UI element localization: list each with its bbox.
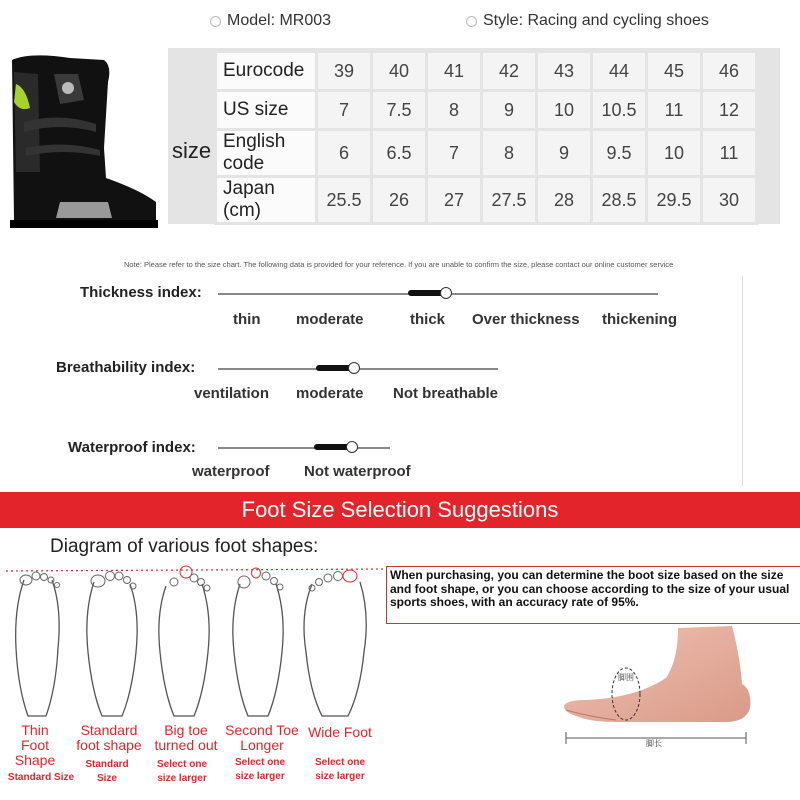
size-cell: 43: [537, 52, 592, 91]
size-cell: 39: [317, 52, 372, 91]
size-note: Note: Please refer to the size chart. The following data is provided for your reference. If you are unable to confirm the size, please contact our online customer service: [124, 260, 674, 269]
boot-image: [0, 52, 164, 232]
size-cell: 12: [702, 91, 757, 130]
size-cell: 46: [702, 52, 757, 91]
foot-shape-name: Thin Foot Shape: [14, 722, 56, 768]
style-info: [466, 12, 709, 30]
size-cell: 44: [592, 52, 647, 91]
size-cell: 27.5: [482, 177, 537, 224]
breathability-title: Breathability index:: [56, 359, 196, 376]
foot-shape-advice: Standard Size: [85, 759, 129, 784]
row-header: Japan (cm): [216, 177, 317, 224]
size-cell: 30: [702, 177, 757, 224]
thickness-fill: [408, 290, 444, 296]
foot-shape-name: Wide Foot: [308, 724, 372, 740]
breathability-option: ventilation: [194, 385, 270, 402]
section-banner: Foot Size Selection Suggestions: [0, 492, 800, 528]
row-header: English code: [216, 130, 317, 177]
size-cell: 11: [647, 91, 702, 130]
thickness-option: thin: [233, 311, 261, 328]
size-cell: 7: [427, 130, 482, 177]
size-cell: 26: [372, 177, 427, 224]
foot-shape-name: Second Toe Longer: [225, 722, 299, 753]
size-cell: 10: [647, 130, 702, 177]
diagram-title: Diagram of various foot shapes:: [50, 536, 319, 557]
waterproof-title: Waterproof index:: [68, 439, 196, 456]
foot-photo: [556, 626, 792, 756]
thickness-option: thickening: [602, 311, 678, 328]
size-cell: 10.5: [592, 91, 647, 130]
divider: [742, 276, 743, 486]
size-cell: 9: [537, 130, 592, 177]
size-cell: 27: [427, 177, 482, 224]
size-cell: 6: [317, 130, 372, 177]
size-cell: 10: [537, 91, 592, 130]
thickness-option: Over thickness: [472, 311, 580, 328]
foot-shape-advice: Select one size larger: [314, 757, 366, 782]
foot-outline-wide: [300, 566, 372, 720]
foot-shape-name: Big toe turned out: [154, 722, 218, 753]
size-cell: 42: [482, 52, 537, 91]
breathability-option: moderate: [296, 385, 364, 402]
size-cell: 8: [482, 130, 537, 177]
size-label: size: [172, 138, 212, 163]
waterproof-option: waterproof: [192, 463, 270, 480]
row-header: Eurocode: [216, 52, 317, 91]
thickness-option: thick: [410, 311, 446, 328]
breathability-option: Not breathable: [393, 385, 499, 402]
foot-shape-advice: Select one size larger: [234, 757, 286, 782]
size-cell: 25.5: [317, 177, 372, 224]
size-table: [214, 50, 758, 225]
table-row: [216, 91, 757, 130]
waterproof-track: [218, 447, 390, 449]
thickness-title: Thickness index:: [80, 284, 202, 301]
row-header: US size: [216, 91, 317, 130]
foot-shape-name: Standard foot shape: [76, 722, 142, 753]
model-info: [210, 12, 331, 30]
size-cell: 41: [427, 52, 482, 91]
size-cell: 11: [702, 130, 757, 177]
foot-length-label: 脚长: [646, 739, 662, 748]
size-cell: 8: [427, 91, 482, 130]
bullet-icon: [210, 16, 221, 27]
size-cell: 7.5: [372, 91, 427, 130]
size-cell: 28.5: [592, 177, 647, 224]
breathability-knob: [348, 362, 360, 374]
size-cell: 9: [482, 91, 537, 130]
foot-shape-advice: Select one size larger: [156, 759, 208, 784]
foot-outline-thin: [6, 568, 70, 720]
size-cell: 6.5: [372, 130, 427, 177]
table-row: [216, 52, 757, 91]
size-cell: 29.5: [647, 177, 702, 224]
style-text: Style: Racing and cycling shoes: [483, 12, 709, 29]
size-cell: 9.5: [592, 130, 647, 177]
foot-shape-advice: Standard Size: [7, 772, 75, 783]
purchase-advice: When purchasing, you can determine the boot size based on the size and foot shape, or you can choose according to the size of your usual sports shoes, with an accuracy rate of 95%.: [386, 566, 800, 624]
breathability-fill: [316, 365, 352, 371]
size-cell: 45: [647, 52, 702, 91]
table-row: [216, 177, 757, 224]
table-row: [216, 130, 757, 177]
size-cell: 28: [537, 177, 592, 224]
foot-width-label: 脚围: [618, 673, 634, 682]
model-text: Model: MR003: [227, 12, 332, 29]
foot-outline-second-toe: [226, 566, 290, 720]
waterproof-knob: [346, 441, 358, 453]
size-cell: 7: [317, 91, 372, 130]
thickness-option: moderate: [296, 311, 364, 328]
size-cell: 40: [372, 52, 427, 91]
bullet-icon: [466, 16, 477, 27]
waterproof-option: Not waterproof: [304, 463, 411, 480]
foot-outline-standard: [80, 568, 144, 720]
foot-outline-big-toe: [152, 564, 216, 720]
waterproof-fill: [314, 444, 350, 450]
thickness-knob: [440, 287, 452, 299]
